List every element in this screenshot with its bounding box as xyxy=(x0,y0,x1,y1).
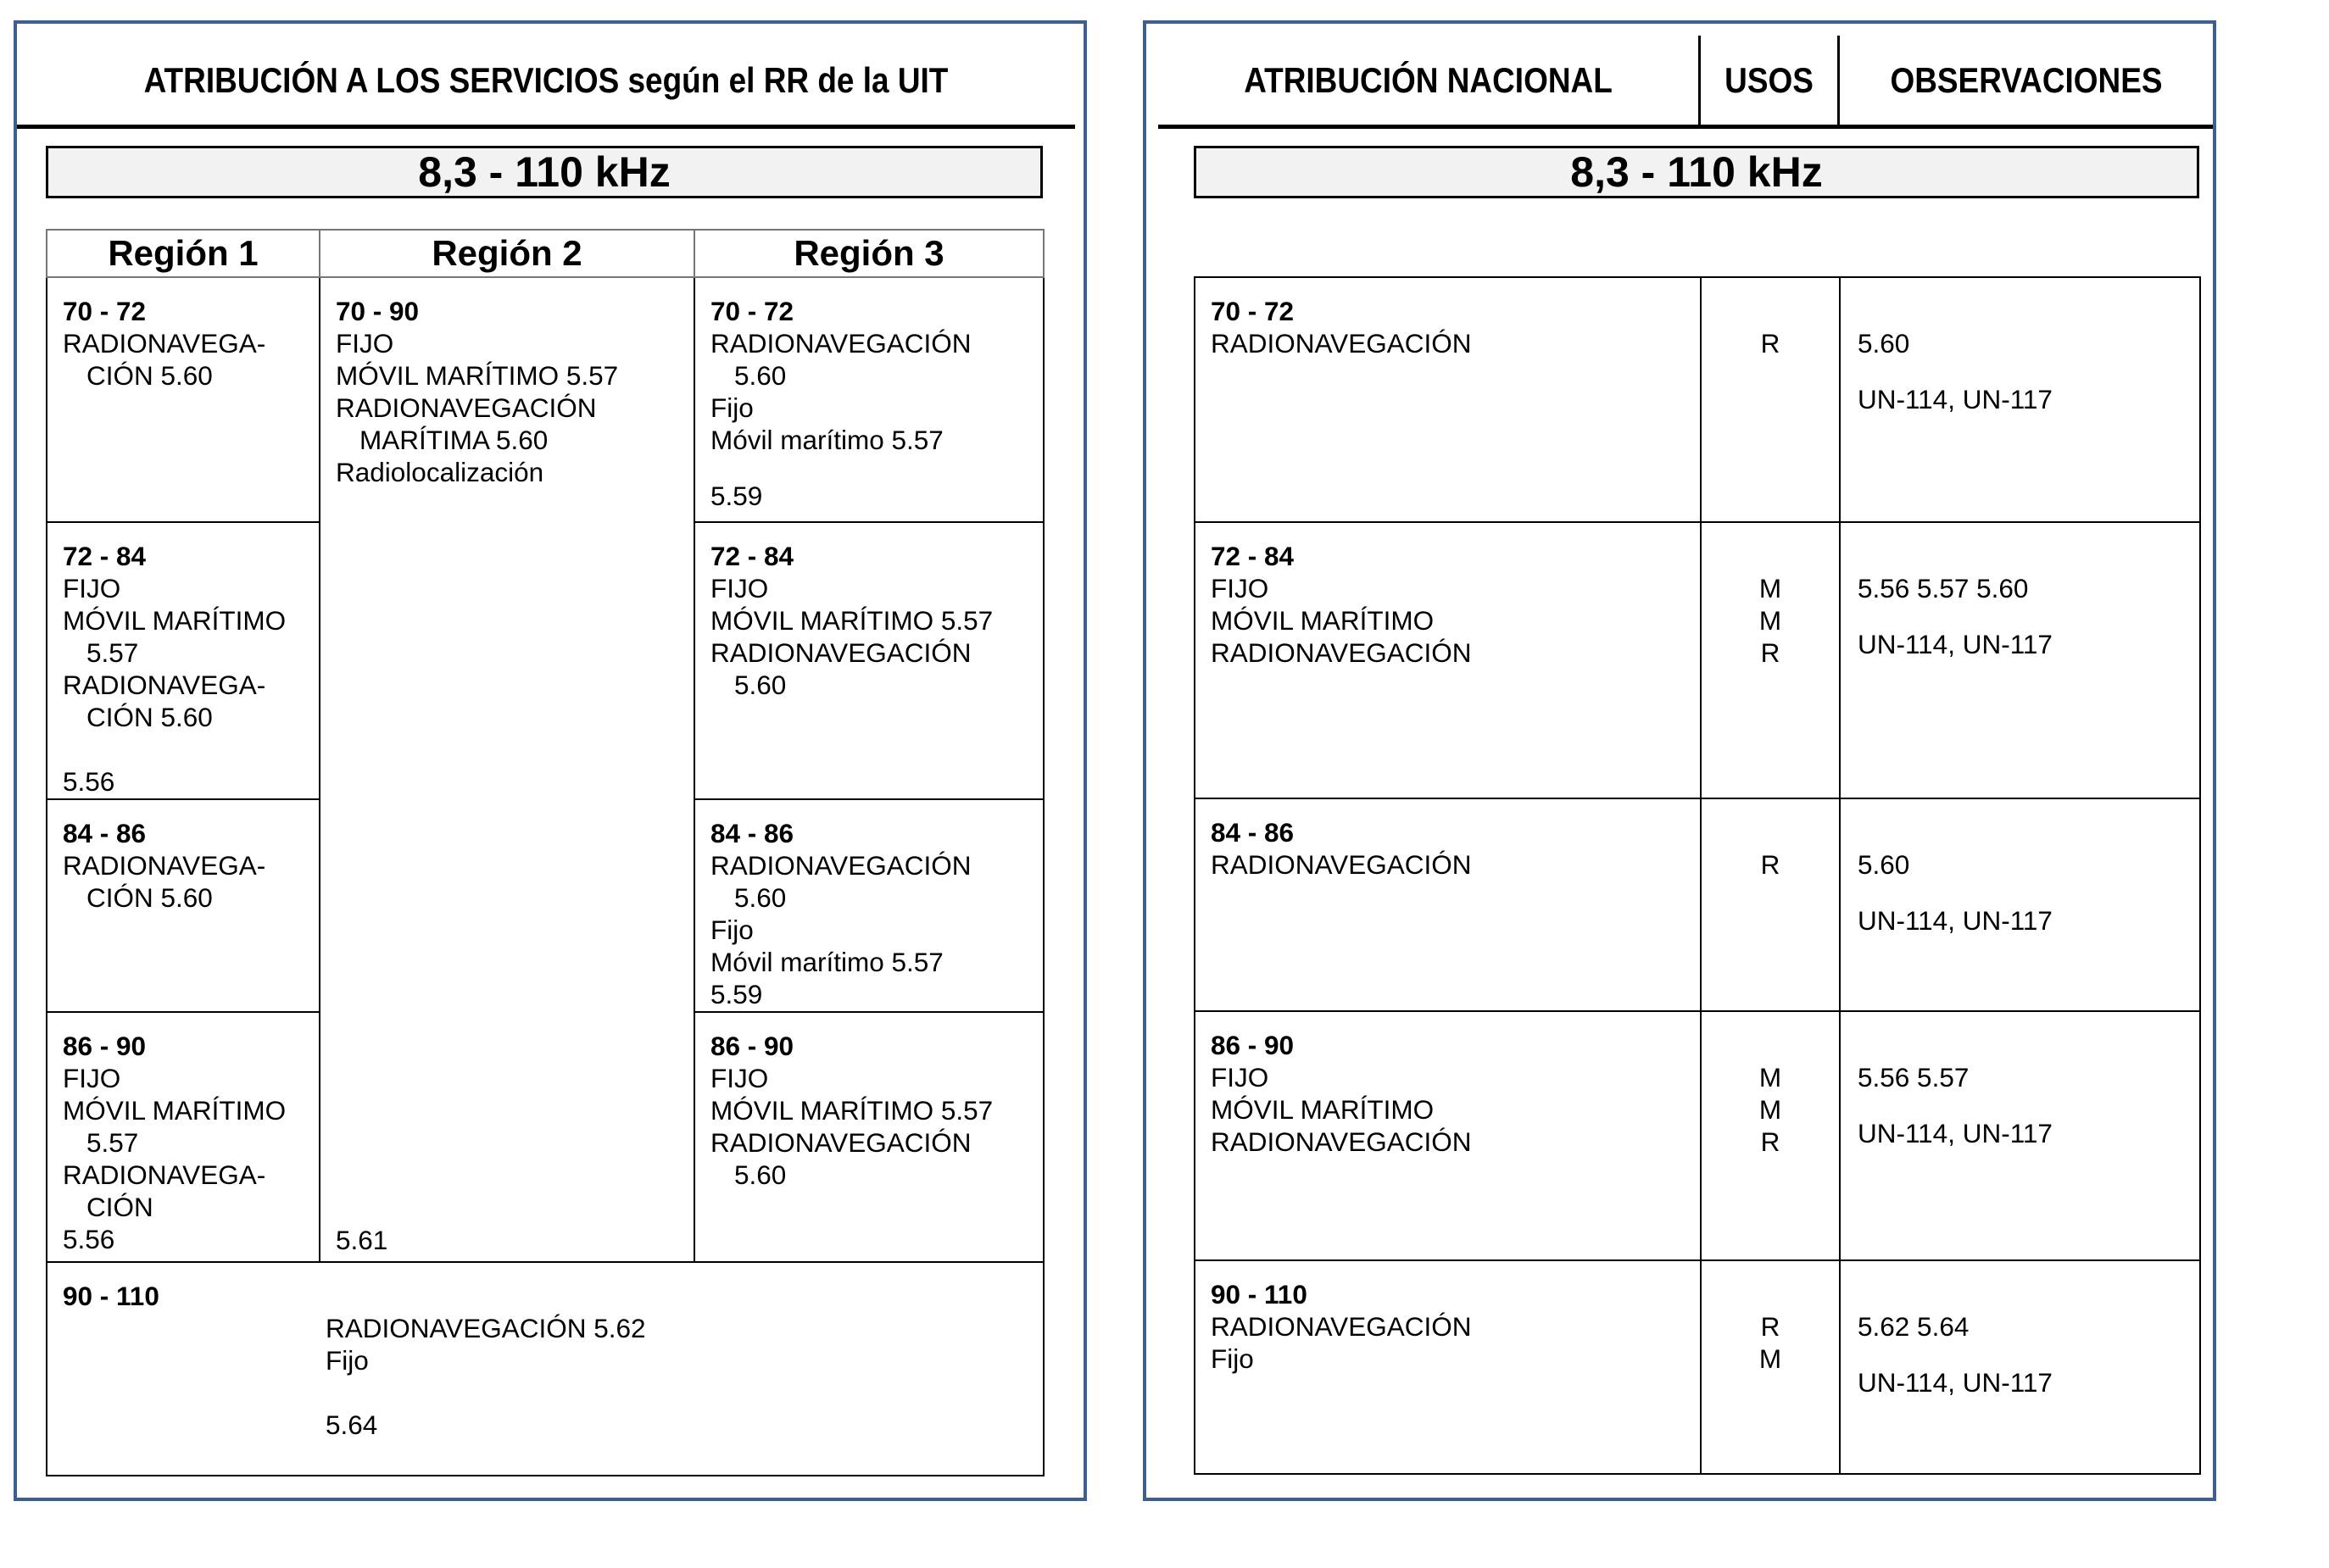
r3-cell-72-84 xyxy=(694,522,1044,799)
service-line: MARÍTIMA 5.60 xyxy=(359,425,549,455)
service-line: FIJO xyxy=(63,573,121,604)
service-line: RADIONAVEGA- xyxy=(63,328,266,359)
freq-range: 86 - 90 xyxy=(710,1031,794,1062)
service-line: RADIONAVEGACIÓN xyxy=(710,850,972,881)
r1-cell-70-72 xyxy=(47,277,320,522)
footnote-refs: 5.60 xyxy=(1858,849,1910,880)
usos-value: R xyxy=(1760,637,1780,668)
footnote-refs: 5.56 5.57 5.60 xyxy=(1858,573,2029,603)
usos-header: USOS xyxy=(1724,59,1814,100)
footnote-refs: 5.60 xyxy=(1858,328,1910,359)
un-refs: UN-114, UN-117 xyxy=(1858,1118,2053,1148)
service-line: CIÓN 5.60 xyxy=(86,360,213,391)
itu-header-title: ATRIBUCIÓN A LOS SERVICIOS según el RR de la UIT xyxy=(143,59,949,100)
service-line: RADIONAVEGACIÓN xyxy=(1211,637,1472,668)
service-line: RADIONAVEGA- xyxy=(63,850,266,881)
service-line: Fijo xyxy=(710,392,754,423)
service-line: CIÓN 5.60 xyxy=(86,882,213,914)
service-line: 5.60 xyxy=(734,1159,787,1191)
freq-range: 70 - 72 xyxy=(63,296,147,326)
service-line: RADIONAVEGACIÓN xyxy=(1211,849,1472,880)
header-divider xyxy=(1837,36,1840,125)
footnote: 5.56 xyxy=(63,766,115,798)
table-row xyxy=(1195,798,2200,1011)
service-line: RADIONAVEGACIÓN xyxy=(1211,328,1472,359)
un-refs: UN-114, UN-117 xyxy=(1858,384,2053,414)
service-line: RADIONAVEGACIÓN xyxy=(336,392,597,423)
service-line: FIJO xyxy=(1211,573,1269,603)
service-line: 5.57 xyxy=(86,637,139,669)
service-line: RADIONAVEGACIÓN xyxy=(1211,1126,1472,1157)
un-refs: UN-114, UN-117 xyxy=(1858,1367,2053,1398)
freq-range: 86 - 90 xyxy=(63,1031,147,1062)
service-line: Fijo xyxy=(326,1345,369,1376)
service-line: FIJO xyxy=(336,328,394,359)
un-refs: UN-114, UN-117 xyxy=(1858,905,2053,936)
usos-value: M xyxy=(1758,1094,1782,1125)
service-line: RADIONAVEGACIÓN xyxy=(710,328,972,359)
service-line: RADIONAVEGACIÓN xyxy=(1211,1311,1472,1342)
service-line: CIÓN xyxy=(86,1192,153,1223)
freq-range: 84 - 86 xyxy=(1211,817,1295,848)
national-allocation-panel xyxy=(1143,20,2216,1501)
service-line: MÓVIL MARÍTIMO xyxy=(1211,605,1435,636)
footnote-refs: 5.62 5.64 xyxy=(1858,1311,1970,1342)
service-line: 5.60 xyxy=(734,882,787,914)
table-row xyxy=(1195,1011,2200,1260)
service-line: Fijo xyxy=(710,915,754,946)
freq-range: 90 - 110 xyxy=(63,1281,159,1311)
service-line: FIJO xyxy=(1211,1062,1269,1093)
r1-cell-84-86 xyxy=(47,799,320,1012)
service-line: MÓVIL MARÍTIMO 5.57 xyxy=(710,1095,994,1126)
table-row xyxy=(1195,277,2200,522)
service-line: FIJO xyxy=(710,573,769,604)
usos-value: R xyxy=(1760,328,1780,359)
r3-cell-84-86 xyxy=(694,799,1044,1012)
usos-value: R xyxy=(1760,1311,1780,1342)
footnote-refs: 5.56 5.57 xyxy=(1858,1062,1970,1093)
usos-value: M xyxy=(1758,573,1782,603)
service-line: MÓVIL MARÍTIMO xyxy=(63,1095,287,1126)
footnote: 5.59 xyxy=(710,979,763,1010)
freq-range: 70 - 90 xyxy=(336,296,420,326)
usos-value: R xyxy=(1760,849,1780,880)
footnote: 5.64 xyxy=(326,1410,378,1440)
un-refs: UN-114, UN-117 xyxy=(1858,629,2053,659)
freq-range: 70 - 72 xyxy=(710,296,794,326)
freq-range: 86 - 90 xyxy=(1211,1030,1295,1060)
region-3-header: Región 3 xyxy=(694,230,1044,277)
footnote: 5.56 xyxy=(63,1224,115,1255)
service-line: FIJO xyxy=(63,1063,121,1094)
table-row xyxy=(1195,522,2200,798)
freq-range: 90 - 110 xyxy=(1211,1279,1307,1309)
r2-cell-70-90 xyxy=(320,277,694,1262)
freq-range: 72 - 84 xyxy=(63,541,147,572)
itu-allocation-table xyxy=(46,229,1045,1476)
service-line: Fijo xyxy=(1211,1343,1254,1374)
service-line: 5.57 xyxy=(86,1127,139,1159)
itu-allocation-panel xyxy=(14,20,1087,1501)
usos-value: M xyxy=(1758,1343,1782,1374)
national-allocation-table xyxy=(1194,276,2201,1475)
region-1-header: Región 1 xyxy=(47,230,320,277)
service-line: 5.60 xyxy=(734,670,787,701)
service-line: MÓVIL MARÍTIMO xyxy=(1211,1094,1435,1125)
service-line: 5.60 xyxy=(734,360,787,391)
service-line: MÓVIL MARÍTIMO xyxy=(63,605,287,637)
service-line: CIÓN 5.60 xyxy=(86,702,213,733)
service-line: MÓVIL MARÍTIMO 5.57 xyxy=(336,360,619,391)
usos-value: R xyxy=(1760,1126,1780,1157)
freq-range: 72 - 84 xyxy=(1211,541,1295,571)
service-line: MÓVIL MARÍTIMO 5.57 xyxy=(710,605,994,637)
freq-range: 70 - 72 xyxy=(1211,296,1295,326)
itu-header xyxy=(17,36,1075,129)
footnote: 5.61 xyxy=(336,1225,388,1255)
header-divider xyxy=(1698,36,1701,125)
r1-cell-86-90 xyxy=(47,1012,320,1262)
national-header xyxy=(1158,36,2213,129)
all-regions-cell-90-110 xyxy=(47,1262,1044,1476)
national-atrib-header: ATRIBUCIÓN NACIONAL xyxy=(1244,59,1613,100)
r3-cell-70-72 xyxy=(694,277,1044,522)
footnote: 5.59 xyxy=(710,481,763,511)
service-line: RADIONAVEGACIÓN 5.62 xyxy=(326,1313,646,1343)
usos-value: M xyxy=(1758,1062,1782,1093)
region-2-header: Región 2 xyxy=(320,230,694,277)
frequency-band-title: 8,3 - 110 kHz xyxy=(46,146,1043,198)
frequency-band-title: 8,3 - 110 kHz xyxy=(1194,146,2199,198)
service-line: Radiolocalización xyxy=(336,457,544,487)
freq-range: 84 - 86 xyxy=(710,818,794,849)
table-row xyxy=(1195,1260,2200,1474)
r3-cell-86-90 xyxy=(694,1012,1044,1262)
service-line: RADIONAVEGACIÓN xyxy=(710,637,972,669)
usos-value: M xyxy=(1758,605,1782,636)
service-line: RADIONAVEGA- xyxy=(63,670,266,701)
observaciones-header: OBSERVACIONES xyxy=(1890,59,2163,100)
service-line: Móvil marítimo 5.57 xyxy=(710,425,944,455)
r1-cell-72-84 xyxy=(47,522,320,799)
service-line: RADIONAVEGACIÓN xyxy=(710,1127,972,1159)
service-line: FIJO xyxy=(710,1063,769,1094)
freq-range: 72 - 84 xyxy=(710,541,794,572)
service-line: Móvil marítimo 5.57 xyxy=(710,947,944,978)
freq-range: 84 - 86 xyxy=(63,818,147,849)
service-line: RADIONAVEGA- xyxy=(63,1159,266,1191)
